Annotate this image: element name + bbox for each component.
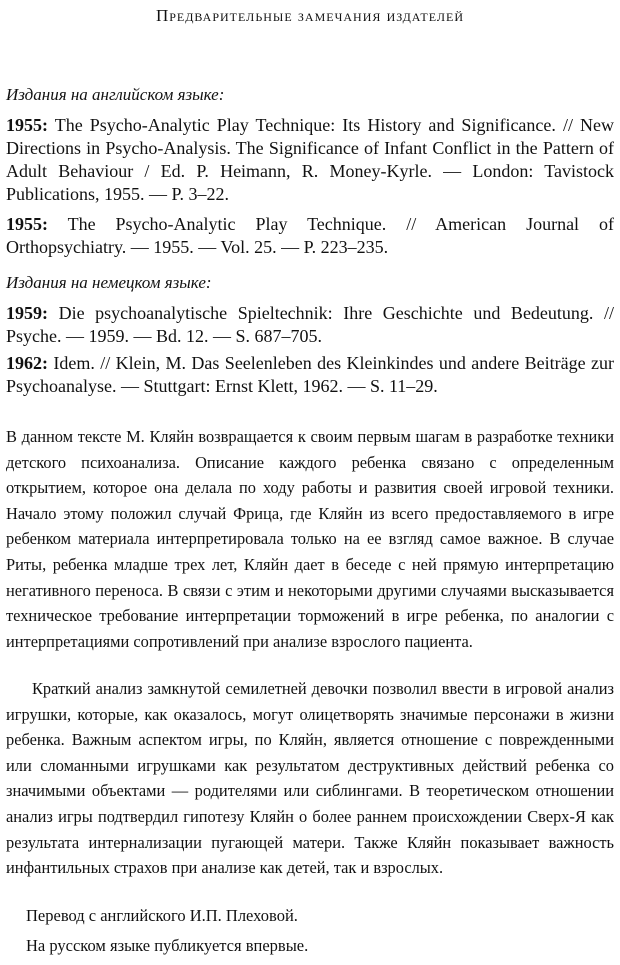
entry-text: The Psycho-Analytic Play Technique. // American Journal of Orthopsychiatry. — 1955. — Vol. 25. — P. 223–235. bbox=[6, 214, 614, 257]
entry-year: 1959: bbox=[6, 303, 48, 323]
entry-year: 1955: bbox=[6, 115, 48, 135]
bibliography-entry bbox=[6, 114, 614, 206]
bibliography-entry bbox=[6, 213, 614, 259]
bibliography-entry bbox=[6, 352, 614, 398]
body-paragraph: Краткий анализ замкнутой семилетней девочки позволил ввести в игровой анализ игрушки, которые, как оказалось, могут олицетворять значимые персонажи в жизни ребенка. Важным аспектом игры, по Кляйн, является отношение с поврежденными или сломанными игрушками как результатом деструктивных действий ребенка со значимыми объектами — родителями или сиблингами. В теоретическом отношении анализ игры подтвердил гипотезу Кляйн о более раннем происхождении Сверх-Я как результата интернализации пугающей матери. Также Кляйн показывает важность инфантильных страхов при анализе как детей, так и взрослых. bbox=[6, 679, 614, 878]
bibliography-entry bbox=[6, 302, 614, 348]
entry-year: 1962: bbox=[6, 353, 48, 373]
first-publication-note: На русском языке публикуется впервые. bbox=[26, 936, 309, 955]
entry-text: Die psychoanalytische Spieltechnik: Ihre Geschichte und Bedeutung. // Psyche. — 1959. — Bd. 12. — S. 687–705. bbox=[6, 303, 614, 346]
german-editions-label: Издания на немецком языке: bbox=[6, 273, 212, 292]
entry-year: 1955: bbox=[6, 214, 48, 234]
entry-text: Idem. // Klein, M. Das Seelenleben des Kleinkindes und andere Beiträge zur Psychoanalyse. — Stuttgart: Ernst Klett, 1962. — S. 11–29. bbox=[6, 353, 614, 396]
entry-text: The Psycho-Analytic Play Technique: Its History and Significance. // New Directions in Psycho-Analysis. The Significance of Infant Conflict in the Pattern of Adult Behaviour / Ed. P. Heimann, R. Money-Kyrle. — London: Tavistock Publications, 1955. — P. 3–22. bbox=[6, 115, 614, 204]
running-head: Предварительные замечания издателей bbox=[155, 6, 465, 25]
translation-note: Перевод с английского И.П. Плеховой. bbox=[26, 906, 298, 925]
english-editions-label: Издания на английском языке: bbox=[6, 85, 225, 104]
body-paragraph: В данном тексте М. Кляйн возвращается к своим первым шагам в разработке техники детского психоанализа. Описание каждого ребенка связано с определенным открытием, которое она делала по ходу работы и развития своей игровой техники. Начало этому положил случай Фрица, где Кляйн из всего предоставляемого в игре ребенком материала интерпретировала только на ее взгляд самое важное. В случае Риты, ребенка младше трех лет, Кляйн дает в беседе с ней прямую интерпретацию негативного переноса. В связи с этим и некоторыми другими случаями высказывается техническое требование интерпретации торможений в игре ребенка, по аналогии с интерпретациями сопротивлений при анализе взрослого пациента. bbox=[6, 427, 614, 651]
